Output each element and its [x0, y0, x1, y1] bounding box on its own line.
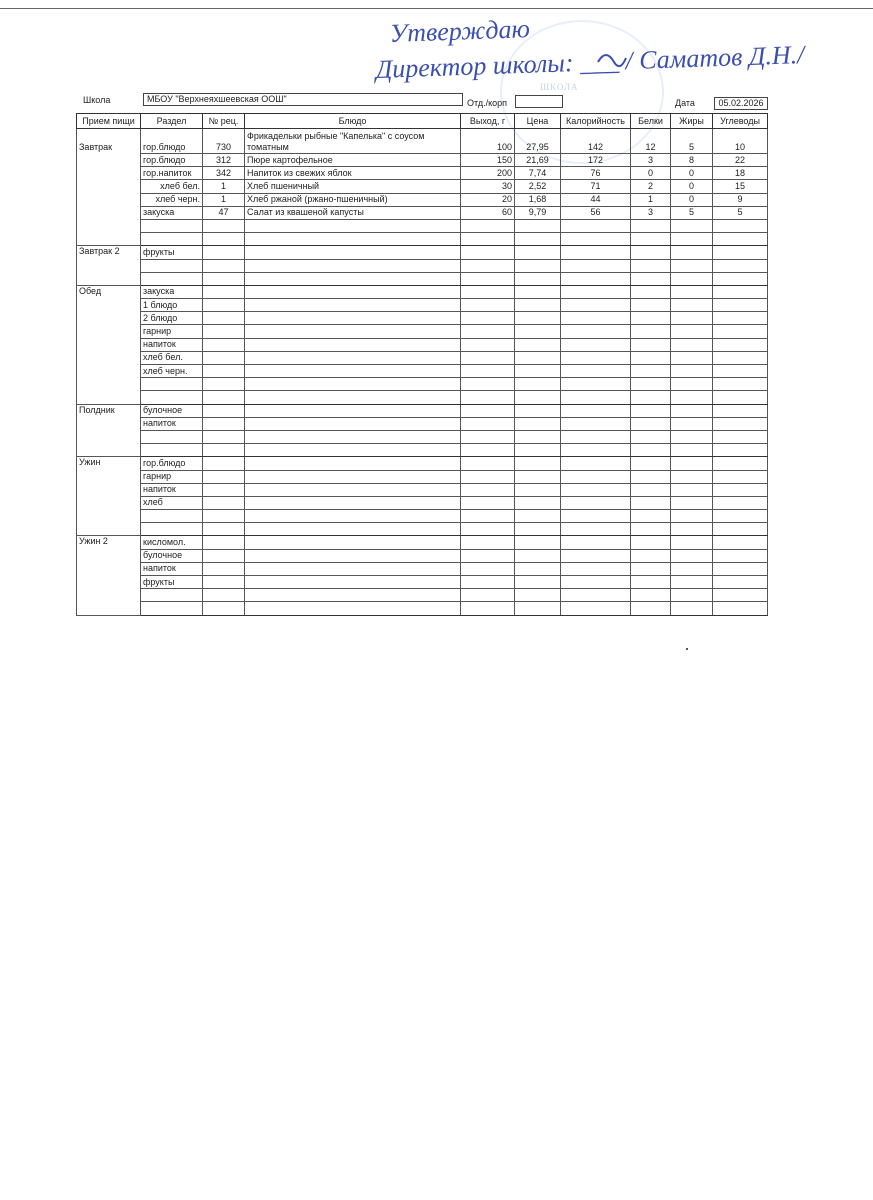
protein-cell: 0 — [631, 167, 671, 180]
col-section: Раздел — [141, 114, 203, 129]
section-cell: гор.блюдо — [141, 154, 203, 167]
dept-label: Отд./корп — [467, 98, 507, 108]
meal-dinner: Ужин — [77, 457, 141, 536]
handwritten-approval-svg — [0, 0, 873, 95]
col-meal: Прием пищи — [77, 114, 141, 129]
section-cell: фрукты — [141, 576, 203, 589]
table-row — [77, 233, 768, 246]
meal-breakfast2: Завтрак 2 — [77, 246, 141, 286]
table-row — [77, 219, 768, 232]
section-cell: закуска — [141, 206, 203, 219]
recipe-cell: 47 — [203, 206, 245, 219]
kcal-cell: 44 — [561, 193, 631, 206]
table-row — [77, 391, 768, 404]
approval-line-2: Директор школы: ___ / Саматов Д.Н./ — [375, 40, 805, 84]
protein-cell: 12 — [631, 129, 671, 154]
approval-handwriting — [0, 0, 873, 95]
section-cell: булочное — [141, 549, 203, 562]
section-cell: гор.напиток — [141, 167, 203, 180]
col-protein: Белки — [631, 114, 671, 129]
price-cell: 2,52 — [515, 180, 561, 193]
yield-cell: 60 — [461, 206, 515, 219]
table-row — [77, 496, 768, 509]
section-cell: булочное — [141, 404, 203, 417]
table-row — [77, 193, 768, 206]
stray-mark — [686, 648, 688, 650]
col-price: Цена — [515, 114, 561, 129]
table-row — [77, 129, 768, 154]
table-row — [77, 536, 768, 549]
table-row — [77, 312, 768, 325]
table-row — [77, 589, 768, 602]
table-row — [77, 378, 768, 391]
recipe-cell: 1 — [203, 180, 245, 193]
kcal-cell: 172 — [561, 154, 631, 167]
table-row — [77, 417, 768, 430]
table-row — [77, 285, 768, 298]
table-row — [77, 206, 768, 219]
carbs-cell: 10 — [713, 129, 768, 154]
price-cell: 7,74 — [515, 167, 561, 180]
date-field[interactable]: 05.02.2026 — [714, 97, 768, 110]
col-recipe: № рец. — [203, 114, 245, 129]
school-field[interactable]: МБОУ "Верхнеяхшеевская ООШ" — [143, 93, 463, 106]
table-row — [77, 365, 768, 378]
protein-cell: 3 — [631, 206, 671, 219]
table-row — [77, 338, 768, 351]
table-row — [77, 325, 768, 338]
section-cell: хлеб черн. — [141, 193, 203, 206]
section-cell: гор.блюдо — [141, 129, 203, 154]
section-cell: напиток — [141, 338, 203, 351]
section-cell: гарнир — [141, 470, 203, 483]
fat-cell: 0 — [671, 180, 713, 193]
carbs-cell: 18 — [713, 167, 768, 180]
section-cell: напиток — [141, 562, 203, 575]
meal-lunch: Обед — [77, 285, 141, 404]
section-cell: фрукты — [141, 246, 203, 259]
fat-cell: 0 — [671, 193, 713, 206]
price-cell: 21,69 — [515, 154, 561, 167]
kcal-cell: 76 — [561, 167, 631, 180]
table-row — [77, 259, 768, 272]
table-row — [77, 510, 768, 523]
yield-cell: 100 — [461, 129, 515, 154]
carbs-cell: 15 — [713, 180, 768, 193]
meal-dinner2: Ужин 2 — [77, 536, 141, 615]
price-cell: 9,79 — [515, 206, 561, 219]
col-yield: Выход, г — [461, 114, 515, 129]
price-cell: 27,95 — [515, 129, 561, 154]
yield-cell: 20 — [461, 193, 515, 206]
col-kcal: Калорийность — [561, 114, 631, 129]
dish-cell: Хлеб пшеничный — [245, 180, 461, 193]
table-row — [77, 404, 768, 417]
section-cell: напиток — [141, 417, 203, 430]
yield-cell: 30 — [461, 180, 515, 193]
fat-cell: 5 — [671, 206, 713, 219]
table-row — [77, 562, 768, 575]
section-cell: хлеб — [141, 496, 203, 509]
table-row — [77, 444, 768, 457]
recipe-cell: 1 — [203, 193, 245, 206]
section-cell: 1 блюдо — [141, 299, 203, 312]
table-row — [77, 430, 768, 443]
carbs-cell: 5 — [713, 206, 768, 219]
protein-cell: 2 — [631, 180, 671, 193]
price-cell: 1,68 — [515, 193, 561, 206]
recipe-cell: 730 — [203, 129, 245, 154]
table-row — [77, 549, 768, 562]
yield-cell: 200 — [461, 167, 515, 180]
dish-cell: Салат из квашеной капусты — [245, 206, 461, 219]
protein-cell: 1 — [631, 193, 671, 206]
menu-table — [76, 113, 768, 616]
table-row — [77, 523, 768, 536]
protein-cell: 3 — [631, 154, 671, 167]
carbs-cell: 9 — [713, 193, 768, 206]
kcal-cell: 142 — [561, 129, 631, 154]
section-cell: кисломол. — [141, 536, 203, 549]
table-row — [77, 470, 768, 483]
table-row — [77, 154, 768, 167]
dish-cell: Напиток из свежих яблок — [245, 167, 461, 180]
dish-cell: Фрикадельки рыбные "Капелька" с соусом томатным — [245, 129, 461, 154]
kcal-cell: 71 — [561, 180, 631, 193]
table-row — [77, 299, 768, 312]
col-dish: Блюдо — [245, 114, 461, 129]
dept-field[interactable] — [515, 95, 563, 108]
section-cell: закуска — [141, 285, 203, 298]
meal-breakfast: Завтрак — [77, 129, 141, 246]
recipe-cell: 342 — [203, 167, 245, 180]
fat-cell: 8 — [671, 154, 713, 167]
section-cell: хлеб бел. — [141, 180, 203, 193]
fat-cell: 5 — [671, 129, 713, 154]
dish-cell: Хлеб ржаной (ржано-пшеничный) — [245, 193, 461, 206]
table-row — [77, 457, 768, 470]
table-row — [77, 602, 768, 615]
section-cell: 2 блюдо — [141, 312, 203, 325]
table-row — [77, 180, 768, 193]
recipe-cell: 312 — [203, 154, 245, 167]
table-header-row — [77, 114, 768, 129]
table-row — [77, 576, 768, 589]
table-row — [77, 246, 768, 259]
section-cell: хлеб черн. — [141, 365, 203, 378]
fat-cell: 0 — [671, 167, 713, 180]
carbs-cell: 22 — [713, 154, 768, 167]
table-row — [77, 167, 768, 180]
yield-cell: 150 — [461, 154, 515, 167]
approval-line-1: Утверждаю — [389, 14, 531, 48]
col-carbs: Углеводы — [713, 114, 768, 129]
kcal-cell: 56 — [561, 206, 631, 219]
stamp-text: ШКОЛА — [540, 82, 579, 92]
table-row — [77, 483, 768, 496]
dish-cell: Пюре картофельное — [245, 154, 461, 167]
section-cell: хлеб бел. — [141, 351, 203, 364]
col-fat: Жиры — [671, 114, 713, 129]
meal-snack: Полдник — [77, 404, 141, 457]
table-row — [77, 272, 768, 285]
section-cell: гарнир — [141, 325, 203, 338]
school-label: Школа — [83, 95, 111, 105]
section-cell: гор.блюдо — [141, 457, 203, 470]
section-cell: напиток — [141, 483, 203, 496]
table-row — [77, 351, 768, 364]
date-label: Дата — [675, 98, 695, 108]
